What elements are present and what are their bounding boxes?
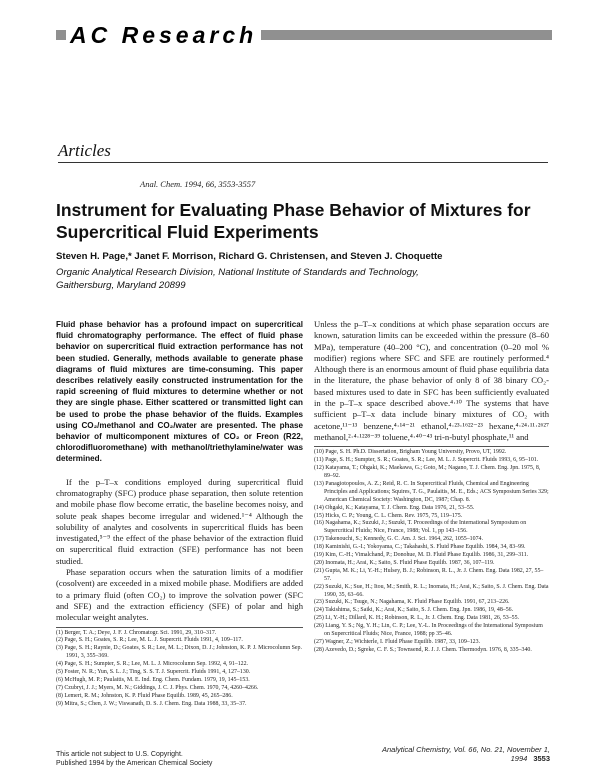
references-divider bbox=[56, 627, 303, 628]
author-list: Steven H. Page,* Janet F. Morrison, Richard G. Christensen, and Steven J. Choquette bbox=[56, 251, 443, 262]
section-heading: Articles bbox=[58, 141, 111, 160]
reference-item: (22) Suzuki, K.; Sue, H.; Itou, M.; Smith, R. L.; Inomata, H.; Arai, K.; Saito, S. J. Chem. Eng. Data 1990, 35, 63–66. bbox=[314, 583, 549, 598]
reference-item: (10) Page, S. H. Ph.D. Dissertation, Brigham Young University, Provo, UT, 1992. bbox=[314, 449, 507, 456]
article-title: Instrument for Evaluating Phase Behavior of Mixtures for Supercritical Fluid Experiments bbox=[56, 200, 531, 242]
reference-item: (9) Mitra, S.; Chen, J. W.; Viswanath, D. S. J. Chem. Eng. Data 1988, 33, 35–37. bbox=[56, 700, 247, 707]
reference-item: (21) Gupta, M. K.; Li, Y.-H.; Hulsey, B. J.; Robinson, R. L., Jr. J. Chem. Eng. Data 1982, 27, 55–57. bbox=[314, 567, 544, 582]
reference-item: (4) Page, S. H.; Sumpter, S. R.; Lee, M. L. J. Microcolumn Sep. 1992, 4, 91–122. bbox=[56, 661, 249, 668]
reference-item: (12) Katayama, T.; Ohgaki, K.; Maekawa, G.; Goto, M.; Nagano, T. J. Chem. Eng. Jpn. 1975, 8, 89–92. bbox=[314, 465, 541, 479]
reference-item: (25) Li, Y.-H.; Dillard, K. H.; Robinson, R. L., Jr. J. Chem. Eng. Data 1981, 26, 53–55. bbox=[314, 615, 520, 622]
publisher-line: Published 1994 by the American Chemical Society bbox=[56, 760, 213, 767]
intro-paragraph-1: If the p–T–x conditions employed during supercritical fluid chromatography (SFC) produce phase separation, then solute retention and mobile phase flow become erratic, the baseline becomes noisy, and solute peak shapes become irregular and widened.¹⁻⁴ Although the solubility of analytes and cosolvents in supercritical fluids has been investigated,⁵⁻⁹ the effect of the phase behavior of the extraction fluid on supercritical fluid extraction (SFE) performance has not been studied. bbox=[56, 476, 303, 566]
reference-item: (16) Nagahama, K.; Suzuki, J.; Suzuki, T. Proceedings of the International Symposium on Supercritical Fluids; Nice, France, 1988; Vol. 1, pp 143–156. bbox=[314, 520, 527, 535]
reference-item: (8) Lemert, R. M.; Johnston, K. P. Fluid Phase Equilib. 1989, 45, 265–286. bbox=[56, 692, 233, 699]
right-column bbox=[314, 319, 549, 655]
journal-banner-title: AC Research bbox=[66, 22, 261, 48]
reference-item: (5) Foster, N. R.; Yun, S. L. J.; Ting, S. S. T. J. Supercrit. Fluids 1991, 4, 127–130. bbox=[56, 669, 251, 676]
abstract: Fluid phase behavior has a profound impact on supercritical fluid chromatography performance. The effect of fluid phase behavior on supercritical fluid extraction performance has not been studied. Generally, methods available to generate phase diagrams of fluid mixtures are time-consuming. This paper describes relatively easily constructed instrumentation for the rapid screening of fluid mixtures to determine whether or not they are single phase. Either scattered or transmitted light can be used to probe the phase behavior of the fluids. Examples using CO₂/methanol and CO₂/water are presented. The phase behavior of multicomponent mixtures of CO₂ or Freon (R22, chlorodifluoromethane) with methanol/triethylamine/water was determined. bbox=[56, 320, 303, 464]
copyright-line: This article not subject to U.S. Copyright. bbox=[56, 751, 183, 758]
reference-list-right bbox=[314, 449, 549, 655]
article-citation: Anal. Chem. 1994, 66, 3553-3557 bbox=[140, 179, 256, 189]
reference-item: (27) Wagner, Z.; Wichterle, I. Fluid Phase Equilib. 1987, 33, 109–123. bbox=[314, 639, 481, 646]
references-divider bbox=[314, 446, 549, 447]
reference-item: (15) Hicks, C. P.; Young, C. L. Chem. Rev. 1975, 75, 119–175. bbox=[314, 512, 463, 519]
copyright-footnote bbox=[56, 750, 212, 768]
reference-item: (20) Inomata, H.; Arai, K.; Saito, S. Fluid Phase Equilib. 1987, 36, 107–119. bbox=[314, 559, 495, 566]
reference-item: (26) Liang, Y. S.; Ng, Y. H.; Lin, C. P.; Lee, Y.-L. In Proceedings of the International Symposium on Supercritical Fluids; Nice, France, 1988; pp 35–46. bbox=[314, 623, 543, 638]
reference-item: (19) Kim, C.-H.; Vimalchand, P.; Donohue, M. D. Fluid Phase Equilib. 1986, 31, 299–311. bbox=[314, 552, 529, 559]
reference-item: (17) Takenouchi, S.; Kennedy, G. C. Am. J. Sci. 1964, 262, 1055–1074. bbox=[314, 536, 483, 543]
left-column bbox=[56, 319, 303, 709]
reference-item: (7) Czubryt, J. J.; Myers, M. N.; Giddings, J. C. J. Phys. Chem. 1970, 74, 4260–4266. bbox=[56, 684, 259, 691]
reference-item: (14) Ohgaki, K.; Katayama, T. J. Chem. Eng. Data 1976, 21, 53–55. bbox=[314, 504, 475, 511]
right-paragraph-1: Unless the p–T–x conditions at which phase separation occurs are known, saturation limits can be exceeded within the pressure (8–60 MPa), temperature (40–200 °C), and concentration (0–20 mol % modifier) regions where SFC and SFE are routinely performed.⁴ Although there is an enormous amount of fluid phase equilibria data in the literature, the phase behavior of only 8 of 38 binary CO₂-based mixtures used to date in SFC has been sufficiently evaluated in the p–T–x space described above.⁴·¹⁰ The systems that have sufficient p–T–x data include binary mixtures of CO₂ with acetone,¹¹⁻¹³ benzene,⁴·¹⁴⁻²¹ ethanol,⁴·²³·¹⁶²²⁻²³ hexane,⁴·²⁴·¹¹·²⁶²⁷ methanol,²·⁴·¹²²⁸⁻³⁹ toluene,⁴·⁴⁰⁻⁴³ tri-n-butyl phosphate,¹¹ and bbox=[314, 319, 549, 442]
reference-item: (6) McHugh, M. P.; Paulaitis, M. E. Ind. Eng. Chem. Fundam. 1979, 19, 145–153. bbox=[56, 676, 250, 683]
reference-item: (23) Suzuki, K.; Tsuge, N.; Nagahama, K. Fluid Phase Equilib. 1991, 67, 213–226. bbox=[314, 599, 510, 606]
author-affiliation: Organic Analytical Research Division, National Institute of Standards and Technology, Gaithersburg, Maryland 20899 bbox=[56, 267, 419, 291]
section-divider bbox=[58, 162, 548, 163]
reference-item: (1) Berger, T. A.; Deye, J. F. J. Chromatogr. Sci. 1991, 29, 310–317. bbox=[56, 629, 217, 636]
reference-list-left bbox=[56, 630, 303, 709]
reference-item: (28) Azevedo, D.; Sgreke, C. F. S.; Townsend, R. J. J. Chem. Thermodyn. 1976, 8, 335–340. bbox=[314, 646, 532, 653]
reference-item: (2) Page, S. H.; Goates, S. R.; Lee, M. L. J. Supercrit. Fluids 1991, 4, 109–117. bbox=[56, 637, 243, 644]
intro-paragraph-2: Phase separation occurs when the saturation limits of a modifier (cosolvent) are exceeded in a mixed mobile phase. Modifiers are added to a primary fluid (often CO₂) to improve the solvation power (SFC and SFE) and the extraction efficiency (SFE) of polar and high molecular weight analytes. bbox=[56, 567, 303, 623]
reference-item: (3) Page, S. H.; Raynie, D.; Goates, S. R.; Lee, M. L.; Dixon, D. J.; Johnston, K. P. J. Microcolumn Sep. 1991, 3, 355–369. bbox=[56, 645, 302, 660]
reference-item: (18) Kaminishi, G.-I.; Yokoyama, C.; Takahashi, S. Fluid Phase Equilib. 1984, 34, 83–99. bbox=[314, 544, 526, 551]
reference-item: (11) Page, S. H.; Sumpter, S. R.; Goates, S. R.; Lee, M. L. J. Supercrit. Fluids 1993, 6, 95–101. bbox=[314, 457, 539, 464]
page-number: 3553 bbox=[533, 754, 550, 763]
journal-footer-text: Analytical Chemistry, Vol. 66, No. 21, November 1, 1994 bbox=[382, 745, 550, 763]
reference-item: (24) Takishima, S.; Saiki, K.; Arai, K.; Saito, S. J. Chem. Eng. Jpn. 1986, 19, 48–56. bbox=[314, 607, 514, 614]
reference-item: (13) Panagiotopoulos, A. Z.; Reid, R. C. In Supercritical Fluids, Chemical and Engineering Principles and Applications; Squires, T. G., Paulaitis, M. E., Eds.; ACS Symposium Series 329; American Chemical Society: Washington, DC, 1987; Chap. 8. bbox=[314, 480, 549, 503]
journal-footer bbox=[350, 745, 550, 763]
